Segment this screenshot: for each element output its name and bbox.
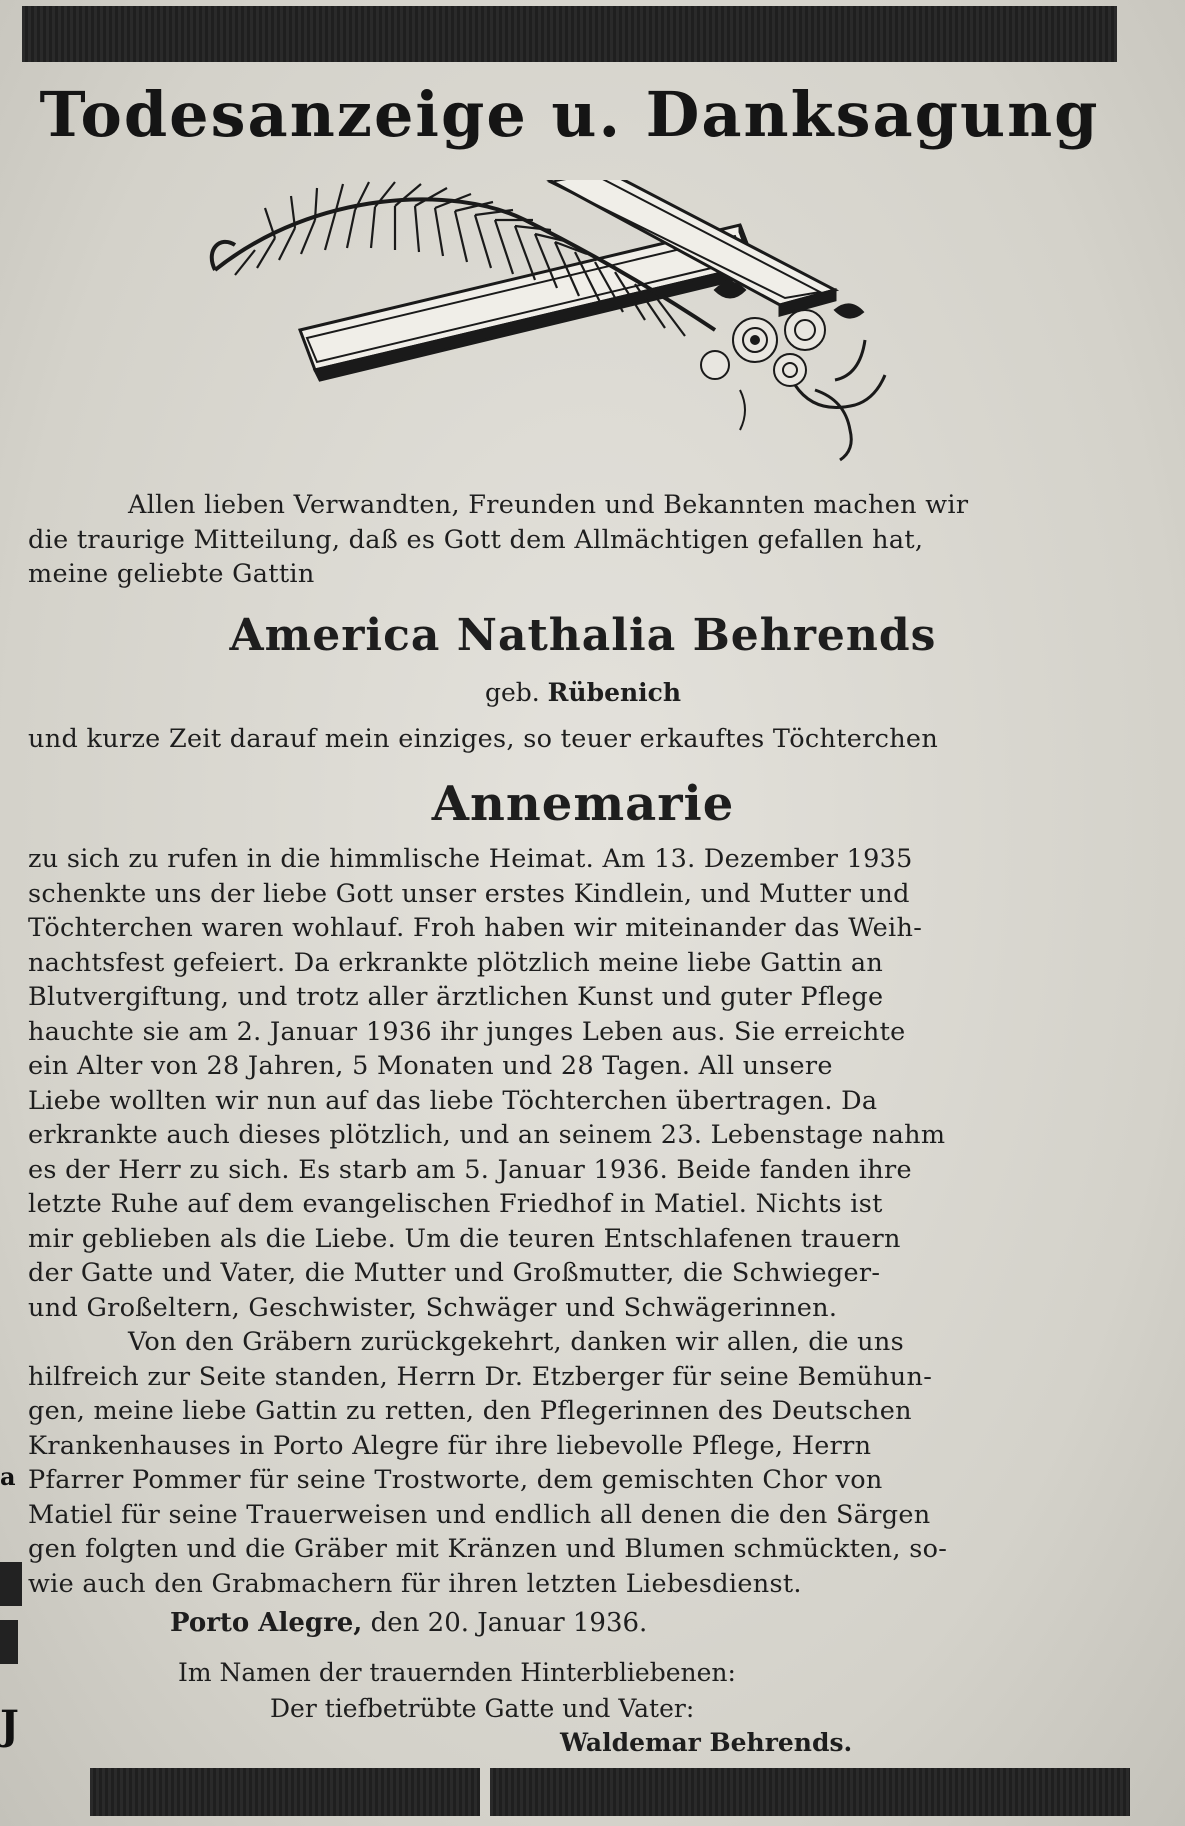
daughter-name: Annemarie (431, 776, 735, 832)
edge-ink-block (0, 1620, 18, 1664)
headline: Todesanzeige u. Danksagung (39, 78, 1100, 151)
signature: Waldemar Behrends. (560, 1728, 853, 1757)
body-line: zu sich zu rufen in die himmlische Heimat. Am 13. Dezember 1935 (28, 844, 913, 874)
body-line: letzte Ruhe auf dem evangelischen Friedhof in Matiel. Nichts ist (28, 1189, 883, 1219)
birth-name: Rübenich (547, 678, 682, 707)
body-line: wie auch den Grabmachern für ihren letzten Liebesdienst. (28, 1568, 802, 1599)
body-line: hilfreich zur Seite standen, Herrn Dr. Etzberger für seine Bemühun- (28, 1361, 933, 1392)
closing-line-1: Im Namen der trauernden Hinterbliebenen: (178, 1658, 736, 1687)
date-line (170, 1608, 647, 1638)
second-line-paragraph (28, 722, 1138, 757)
date-place: Porto Alegre, (170, 1608, 363, 1638)
body-line: gen, meine liebe Gattin zu retten, den Pflegerinnen des Deutschen (28, 1396, 912, 1426)
date-text: den 20. Januar 1936. (370, 1608, 648, 1638)
intro-paragraph (28, 488, 1138, 592)
body-line: Liebe wollten wir nun auf das liebe Töchterchen übertragen. Da (28, 1085, 878, 1116)
bottom-border-bar-left (90, 1768, 480, 1816)
top-border-bar (22, 6, 1117, 62)
body-line: nachtsfest gefeiert. Da erkrankte plötzlich meine liebe Gattin an (28, 947, 884, 978)
body-line: es der Herr zu sich. Es starb am 5. Januar 1936. Beide fanden ihre (28, 1154, 912, 1185)
bottom-border-bar-right (490, 1768, 1130, 1816)
body-line: hauchte sie am 2. Januar 1936 ihr junges Leben aus. Sie erreichte (28, 1016, 906, 1047)
second-line: und kurze Zeit darauf mein einziges, so teuer erkauftes Töchterchen (28, 724, 939, 754)
body-line: mir geblieben als die Liebe. Um die teuren Entschlafenen trauern (28, 1223, 901, 1254)
deceased-name: America Nathalia Behrends (229, 610, 937, 661)
birth-name-line (28, 678, 1138, 707)
body-line: Krankenhauses in Porto Alegre für ihre liebevolle Pflege, Herrn (28, 1430, 872, 1461)
edge-fragment: J (0, 1702, 19, 1749)
cross-and-palm-emblem (195, 180, 975, 490)
edge-fragment: a (0, 1462, 16, 1491)
intro-line: die traurige Mitteilung, daß es Gott dem Allmächtigen gefallen hat, (28, 524, 924, 555)
closing-line-2: Der tiefbetrübte Gatte und Vater: (270, 1694, 695, 1723)
body-line: der Gatte und Vater, die Mutter und Großmutter, die Schwieger- (28, 1258, 881, 1288)
body-line: Matiel für seine Trauerweisen und endlich all denen die den Särgen (28, 1499, 931, 1530)
body-line: ein Alter von 28 Jahren, 5 Monaten und 28 Tagen. All unsere (28, 1051, 833, 1081)
birth-name-prefix: geb. (484, 678, 540, 707)
body-line: und Großeltern, Geschwister, Schwäger und Schwägerinnen. (28, 1292, 838, 1323)
body-line: gen folgten und die Gräber mit Kränzen und Blumen schmückten, so- (28, 1534, 948, 1564)
body-line: Pfarrer Pommer für seine Trostworte, dem gemischten Chor von (28, 1465, 883, 1495)
body-line: Von den Gräbern zurückgekehrt, danken wir allen, die uns (128, 1327, 904, 1357)
body-line: erkrankte auch dieses plötzlich, und an seinem 23. Lebenstage nahm (28, 1120, 946, 1150)
intro-line: Allen lieben Verwandten, Freunden und Bekannten machen wir (128, 490, 969, 520)
body-paragraph (28, 842, 1138, 1601)
body-line: schenkte uns der liebe Gott unser erstes Kindlein, und Mutter und (28, 878, 910, 909)
intro-line: meine geliebte Gattin (28, 559, 315, 589)
body-line: Blutvergiftung, und trotz aller ärztlichen Kunst und guter Pflege (28, 982, 884, 1012)
body-line: Töchterchen waren wohlauf. Froh haben wir miteinander das Weih- (28, 913, 923, 943)
edge-ink-block (0, 1562, 22, 1606)
